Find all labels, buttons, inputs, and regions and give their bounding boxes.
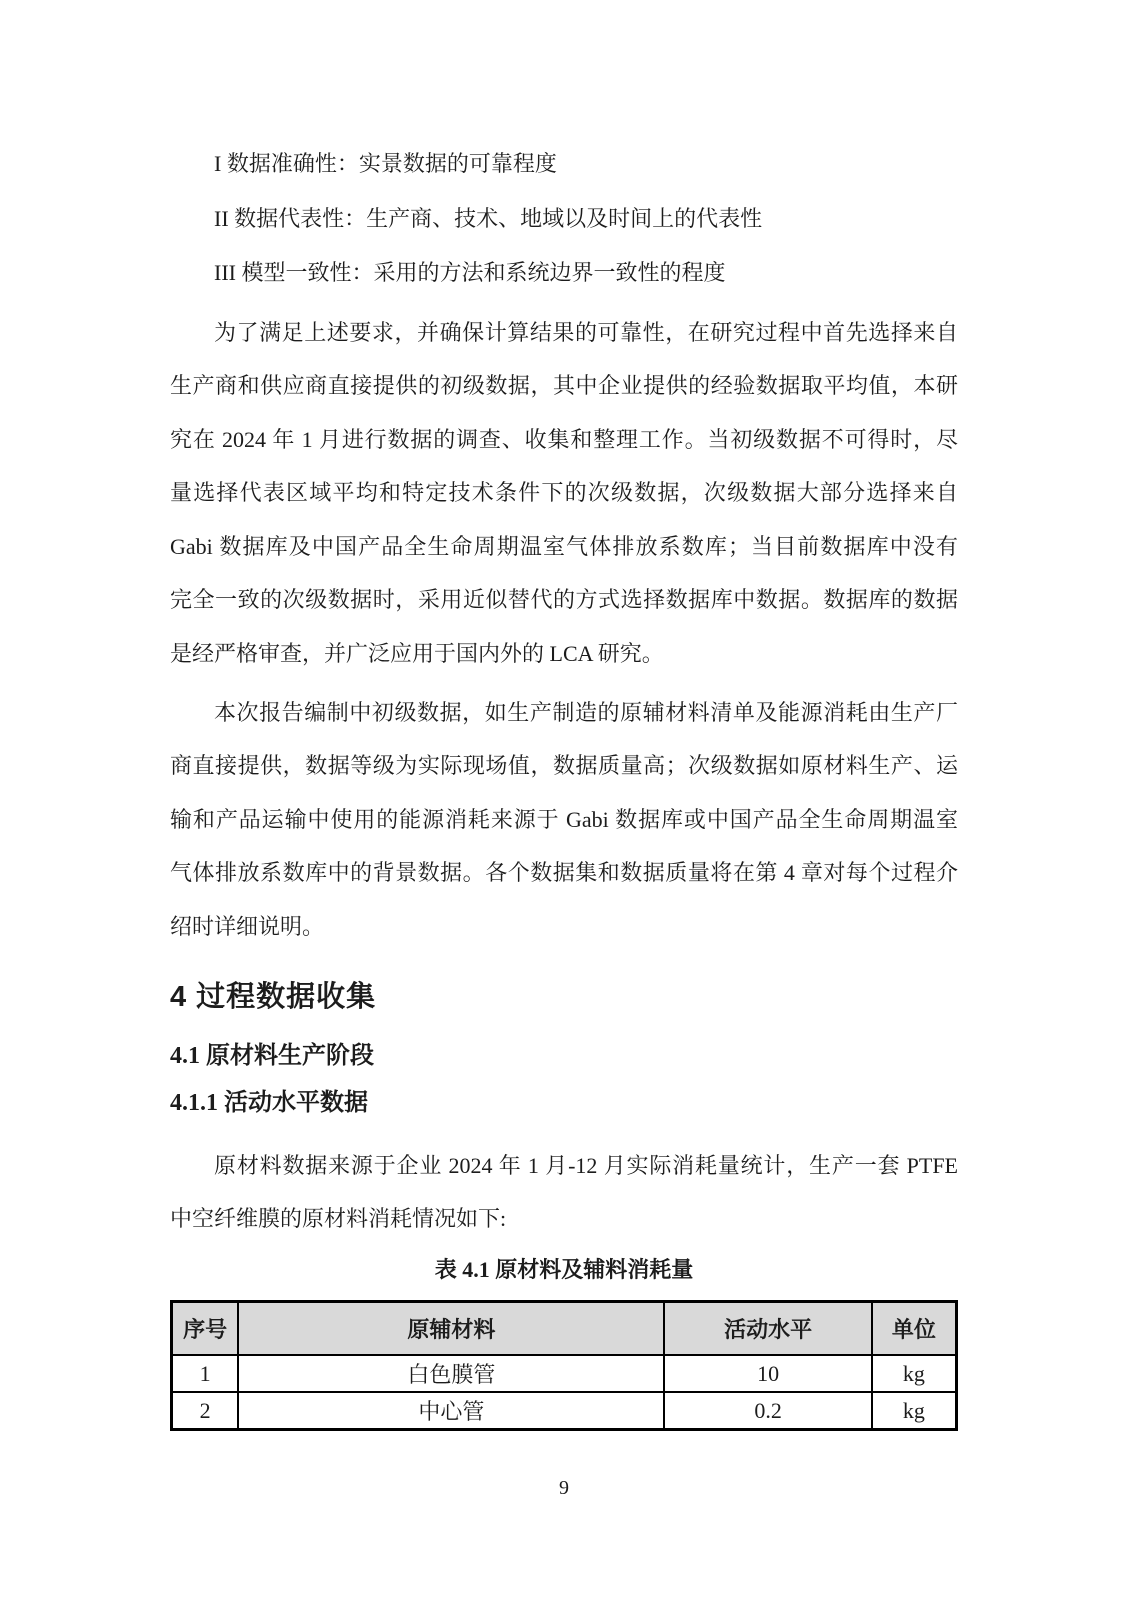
table-row [172,1392,957,1430]
text-line: 是经严格审查，并广泛应用于国内外的 LCA 研究。 [170,640,664,666]
table-cell-unit: kg [872,1392,957,1430]
subsection-heading: 4.1.1 活动水平数据 [170,1090,368,1116]
table-row [172,1355,957,1392]
text-line: 气体排放系数库中的背景数据。各个数据集和数据质量将在第 4 章对每个过程介 [170,860,958,885]
paragraph-data-quality [170,686,958,954]
header-cell-unit: 单位 [872,1302,957,1356]
chapter-heading: 4 过程数据收集 [170,981,377,1013]
table-cell-activity-level: 0.2 [664,1392,871,1430]
table-cell-index: 2 [172,1392,239,1430]
text-line: 本次报告编制中初级数据，如生产制造的原辅材料清单及能源消耗由生产厂 [214,699,958,725]
text-line: 绍时详细说明。 [170,913,325,939]
paragraph-data-collection [170,306,958,681]
page-number: 9 [559,1477,569,1499]
text-line: 为了满足上述要求，并确保计算结果的可靠性，在研究过程中首先选择来自 [214,319,958,345]
text-line: 输和产品运输中使用的能源消耗来源于 Gabi 数据库或中国产品全生命周期温室 [170,806,958,832]
table-cell-unit: kg [872,1355,957,1392]
text-line: 究在 2024 年 1 月进行数据的调查、收集和整理工作。当初级数据不可得时，尽 [170,426,958,452]
section-heading: 4.1 原材料生产阶段 [170,1043,374,1069]
text-line: 中空纤维膜的原材料消耗情况如下: [170,1206,507,1231]
text-line: 量选择代表区域平均和特定技术条件下的次级数据，次级数据大部分选择来自 [170,480,958,505]
table-cell-activity-level: 10 [664,1355,871,1392]
header-cell-activity-level: 活动水平 [664,1302,871,1356]
quality-criterion-consistency: III 模型一致性：采用的方法和系统边界一致性的程度 [214,260,726,285]
table-cell-material: 白色膜管 [238,1355,664,1392]
header-cell-material: 原辅材料 [238,1302,664,1356]
text-line: 完全一致的次级数据时，采用近似替代的方式选择数据库中数据。数据库的数据 [170,587,958,612]
header-cell-index: 序号 [172,1302,239,1356]
quality-criteria-list [170,137,958,301]
text-line: 原材料数据来源于企业 2024 年 1 月-12 月实际消耗量统计，生产一套 PTFE [214,1152,958,1178]
table-cell-material: 中心管 [238,1392,664,1430]
table-cell-index: 1 [172,1355,239,1392]
raw-materials-table [170,1300,958,1431]
table-caption: 表 4.1 原材料及辅料消耗量 [434,1257,694,1282]
text-line: Gabi 数据库及中国产品全生命周期温室气体排放系数库；当目前数据库中没有 [170,533,958,559]
paragraph-raw-material-intro [170,1139,958,1246]
text-line: 生产商和供应商直接提供的初级数据，其中企业提供的经验数据取平均值，本研 [170,373,958,398]
quality-criterion-accuracy: I 数据准确性：实景数据的可靠程度 [214,151,557,176]
text-line: 商直接提供，数据等级为实际现场值，数据质量高；次级数据如原材料生产、运 [170,753,958,778]
table-header-row [172,1302,957,1356]
quality-criterion-representativeness: II 数据代表性：生产商、技术、地域以及时间上的代表性 [214,205,763,231]
